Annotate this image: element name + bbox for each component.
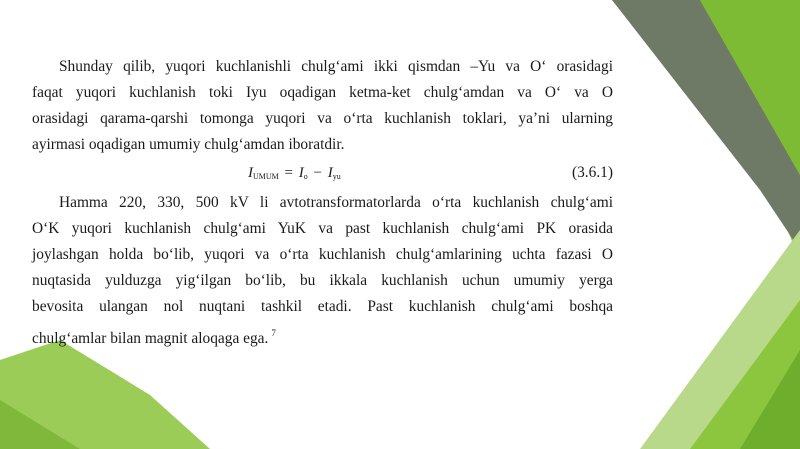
- content-text: [32, 54, 613, 347]
- paragraph-line: nuqtasida yulduzga yig‘ilgan bo‘lib, bu ikkala kuchlanish uchun umumiy yerga: [32, 272, 613, 289]
- paragraph-line-last: [32, 320, 613, 346]
- paragraph-line: joylashgan holda bo‘lib, yuqori va o‘rta kuchlanish chulg‘amlarining uchta fazasi O: [32, 246, 613, 263]
- formula: [248, 160, 341, 190]
- paragraph-line: faqat yuqori kuchlanish toki Iyu oqadigan ketma-ket chulg‘amdan va O‘ va O: [32, 84, 613, 101]
- paragraph-line-text: chulg‘amlar bilan magnit aloqaga ega.: [32, 330, 269, 347]
- formula-equals: =: [284, 165, 293, 181]
- paragraph-2: [32, 190, 613, 347]
- formula-minus: −: [313, 165, 322, 181]
- paragraph-1: [32, 54, 613, 158]
- formula-term1: I: [298, 165, 304, 181]
- equation: [59, 160, 613, 190]
- formula-term1-subscript: o: [303, 172, 308, 181]
- paragraph-line: Shunday qilib, yuqori kuchlanishli chulg‘ami ikki qismdan –Yu va O‘ orasidagi: [59, 58, 613, 75]
- paragraph-line: bevosita ulangan nol nuqtani tashkil etadi. Past kuchlanish chulg‘ami boshqa: [32, 298, 613, 315]
- formula-term2-subscript: yu: [332, 172, 341, 181]
- paragraph-line: ayirmasi oqadigan umumiy chulg‘amdan iboratdir.: [32, 136, 345, 153]
- formula-term2: I: [327, 165, 333, 181]
- formula-lhs: I: [248, 165, 253, 181]
- footnote-marker: 7: [271, 328, 276, 338]
- paragraph-line: orasidagi qarama-qarshi tomonga yuqori va o‘rta kuchlanish toklari, ya’ni ularning: [32, 110, 613, 127]
- formula-lhs-subscript: UMUM: [253, 172, 279, 181]
- equation-number: (3.6.1): [571, 164, 613, 181]
- paragraph-line: Hamma 220, 330, 500 kV li avtotransformatorlarda o‘rta kuchlanish chulg‘ami: [59, 194, 613, 211]
- paragraph-line: O‘K yuqori kuchlanish chulg‘ami YuK va past kuchlanish chulg‘ami PK orasida: [32, 220, 613, 237]
